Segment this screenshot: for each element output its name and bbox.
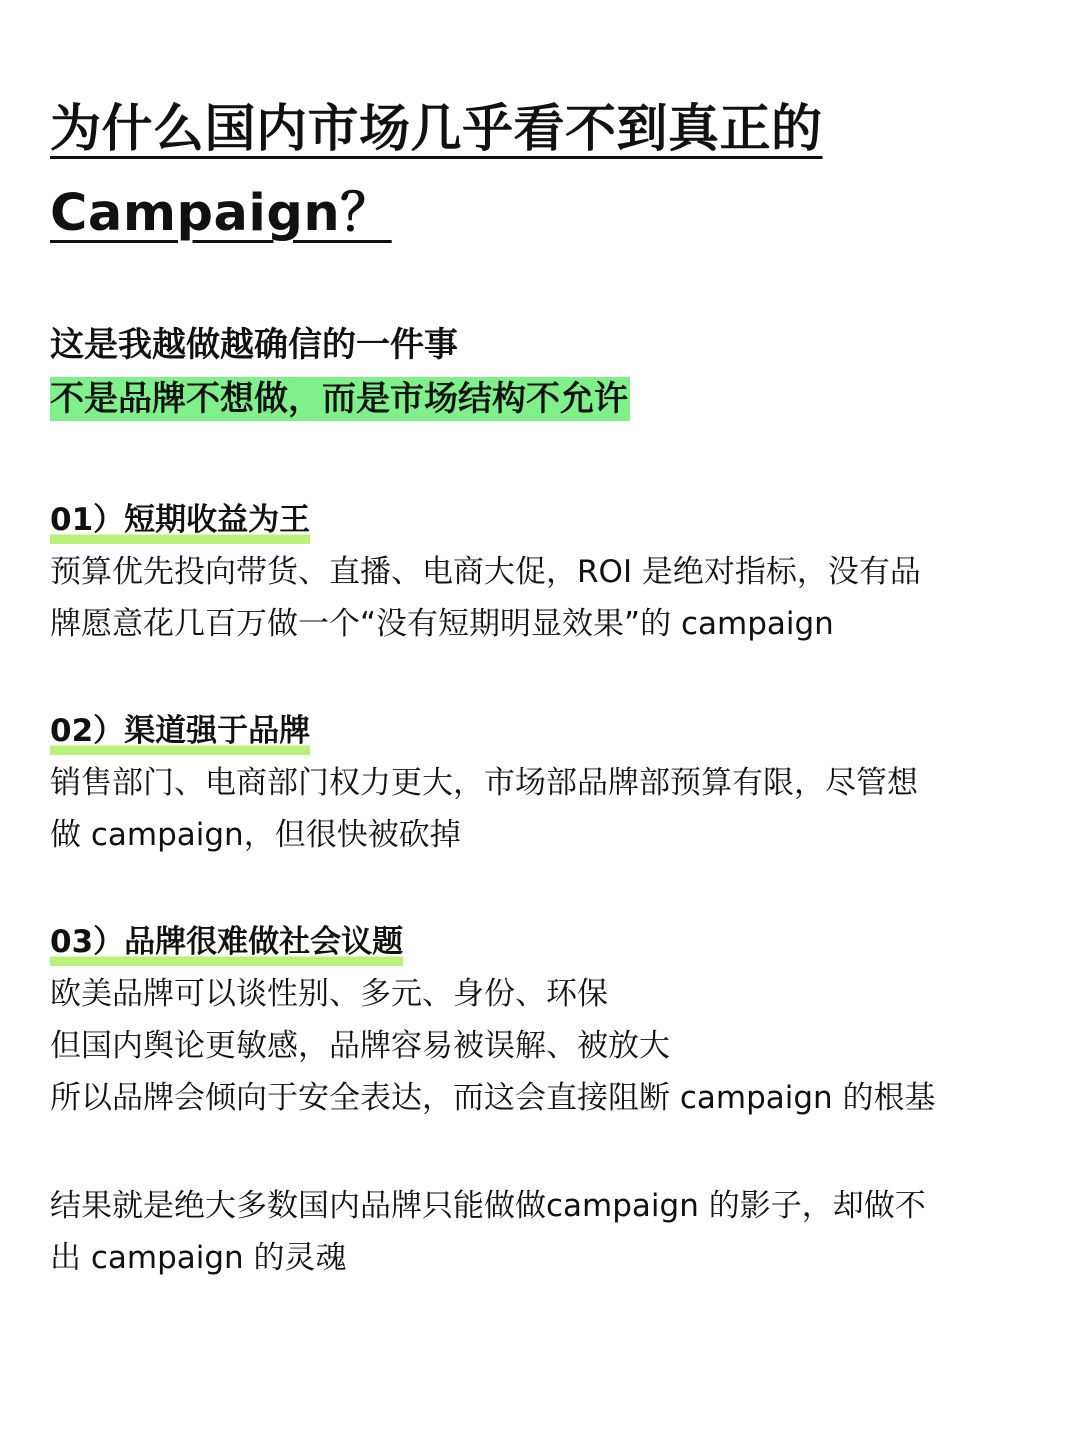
section-body-line: 所以品牌会倾向于安全表达，而这会直接阻断 campaign 的根基 bbox=[50, 1080, 936, 1116]
section-body-line: 做 campaign，但很快被砍掉 bbox=[50, 817, 461, 853]
intro-line: 这是我越做越确信的一件事 bbox=[50, 325, 458, 365]
intro-highlight bbox=[50, 372, 1040, 426]
title-line-1: 为什么国内市场几乎看不到真正的 bbox=[50, 100, 823, 159]
closing-line: 出 campaign 的灵魂 bbox=[50, 1240, 347, 1276]
section-body-line: 但国内舆论更敏感，品牌容易被误解、被放大 bbox=[50, 1028, 670, 1064]
closing-line: 结果就是绝大多数国内品牌只能做做campaign 的影子，却做不 bbox=[50, 1188, 926, 1224]
section-heading: 01）短期收益为王 bbox=[50, 496, 310, 544]
section-heading: 03）品牌很难做社会议题 bbox=[50, 918, 403, 966]
article-title bbox=[50, 88, 1030, 256]
section-01 bbox=[50, 496, 1040, 650]
intro bbox=[50, 318, 1040, 426]
section-body-line: 预算优先投向带货、直播、电商大促，ROI 是绝对指标，没有品 bbox=[50, 554, 921, 590]
section-body-line: 销售部门、电商部门权力更大，市场部品牌部预算有限，尽管想 bbox=[50, 765, 918, 801]
section-body-line: 牌愿意花几百万做一个“没有短期明显效果”的 campaign bbox=[50, 606, 834, 642]
section-heading: 02）渠道强于品牌 bbox=[50, 707, 310, 755]
section-02 bbox=[50, 707, 1040, 861]
title-line-2: Campaign？ bbox=[50, 184, 392, 243]
intro-highlight-text: 不是品牌不想做，而是市场结构不允许 bbox=[50, 379, 628, 419]
closing-paragraph bbox=[50, 1180, 1040, 1284]
section-body-line: 欧美品牌可以谈性别、多元、身份、环保 bbox=[50, 976, 608, 1012]
section-03 bbox=[50, 918, 1040, 1124]
